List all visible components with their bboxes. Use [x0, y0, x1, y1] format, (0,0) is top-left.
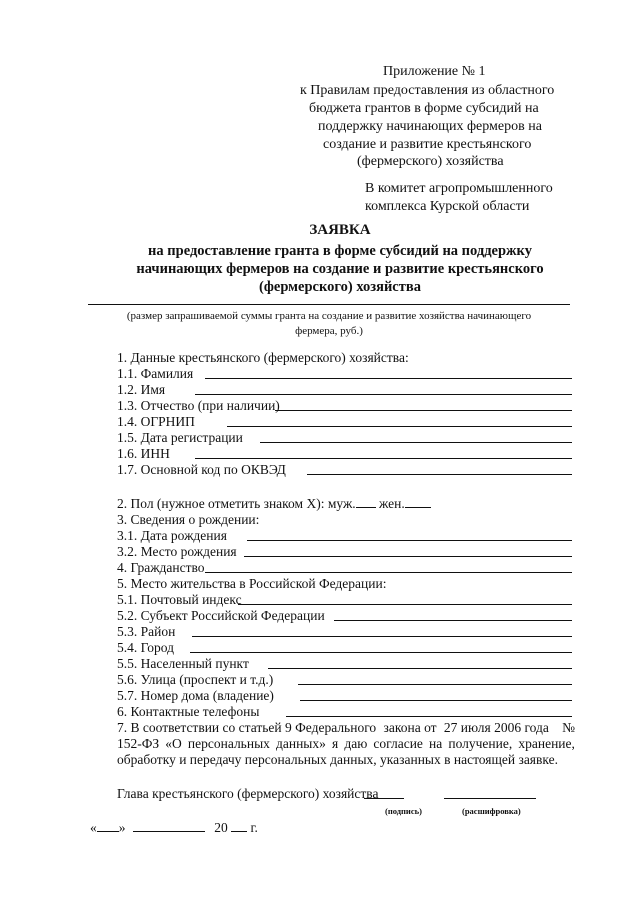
amount-caption: фермера, руб.) — [295, 325, 363, 337]
region-input-line[interactable] — [334, 620, 572, 621]
field-label-inn: 1.6. ИНН — [117, 446, 170, 461]
appendix-line: создание и развитие крестьянского — [323, 137, 532, 152]
date-row: « » 20 г. — [90, 820, 258, 835]
addressee-line: В комитет агропромышленного — [365, 181, 553, 196]
house-input-line[interactable] — [300, 700, 572, 701]
surname-input-line[interactable] — [205, 378, 572, 379]
birth-date-input-line[interactable] — [247, 540, 572, 541]
field-label-city: 5.4. Город — [117, 640, 174, 655]
signature-label: Глава крестьянского (фермерского) хозяйства — [117, 786, 379, 801]
field-label-house: 5.7. Номер дома (владение) — [117, 688, 274, 703]
postal-code-input-line[interactable] — [238, 604, 572, 605]
gender-row — [117, 496, 431, 512]
settlement-input-line[interactable] — [268, 668, 572, 669]
okved-input-line[interactable] — [307, 474, 572, 475]
appendix-title: Приложение № 1 — [383, 64, 486, 79]
date-month-input[interactable] — [133, 820, 205, 832]
birth-title: 3. Сведения о рождении: — [117, 512, 260, 527]
gender-label: 2. Пол (нужное отметить знаком Х): муж. — [117, 496, 356, 511]
citizenship-input-line[interactable] — [205, 572, 572, 573]
consent-line-1: 7. В соответствии со статьей 9 Федерального закона от 27 июля 2006 года № — [117, 720, 575, 735]
consent-line-2: 152-ФЗ «О персональных данных» я даю согласие на получение, хранение, — [117, 736, 575, 751]
city-input-line[interactable] — [190, 652, 572, 653]
appendix-line: (фермерского) хозяйства — [357, 154, 504, 169]
date-suffix: г. — [250, 820, 258, 835]
field-label-region: 5.2. Субъект Российской Федерации — [117, 608, 325, 623]
signature-input-line[interactable] — [364, 798, 404, 799]
appendix-line: бюджета грантов в форме субсидий на — [309, 101, 539, 116]
field-label-street: 5.6. Улица (проспект и т.д.) — [117, 672, 274, 687]
phones-input-line[interactable] — [286, 716, 572, 717]
birth-place-input-line[interactable] — [244, 556, 572, 557]
field-label-name: 1.2. Имя — [117, 382, 166, 397]
field-label-okved: 1.7. Основной код по ОКВЭД — [117, 462, 286, 477]
form-subtitle-line: (фермерского) хозяйства — [259, 279, 421, 295]
field-label-birth-date: 3.1. Дата рождения — [117, 528, 227, 543]
patronymic-input-line[interactable] — [275, 410, 572, 411]
signature-caption: (подпись) — [385, 806, 422, 816]
appendix-block — [0, 0, 640, 214]
consent-line-3: обработку и передачу персональных данных, указанных в настоящей заявке. — [117, 752, 558, 767]
appendix-line: поддержку начинающих фермеров на — [318, 119, 542, 134]
signature-decode-caption: (расшифровка) — [462, 806, 521, 816]
form-subtitle-line: на предоставление гранта в форме субсидий на поддержку — [148, 243, 532, 259]
gender-female-label: жен. — [379, 496, 405, 511]
residence-title: 5. Место жительства в Российской Федерации: — [117, 576, 387, 591]
district-input-line[interactable] — [192, 636, 572, 637]
inn-input-line[interactable] — [195, 458, 572, 459]
field-label-district: 5.3. Район — [117, 624, 176, 639]
street-input-line[interactable] — [298, 684, 572, 685]
gender-female-input[interactable] — [405, 496, 431, 508]
form-subtitle-line: начинающих фермеров на создание и развитие крестьянского — [136, 261, 544, 277]
amount-caption: (размер запрашиваемой суммы гранта на создание и развитие хозяйства начинающего — [126, 310, 532, 322]
date-year-prefix: 20 — [214, 820, 228, 835]
field-label-citizenship: 4. Гражданство — [117, 560, 205, 575]
field-label-ogrnip: 1.4. ОГРНИП — [117, 414, 195, 429]
field-label-settlement: 5.5. Населенный пункт — [117, 656, 249, 671]
signature-decode-input-line[interactable] — [444, 798, 536, 799]
amount-input-line[interactable] — [88, 304, 570, 305]
ogrnip-input-line[interactable] — [227, 426, 572, 427]
gender-male-input[interactable] — [356, 496, 376, 508]
field-label-postal-code: 5.1. Почтовый индекс — [117, 592, 242, 607]
field-label-surname: 1.1. Фамилия — [117, 366, 194, 381]
form-title: ЗАЯВКА — [309, 222, 371, 238]
field-label-birth-place: 3.2. Место рождения — [117, 544, 237, 559]
addressee-line: комплекса Курской области — [365, 199, 530, 214]
registration-date-input-line[interactable] — [260, 442, 572, 443]
field-label-phones: 6. Контактные телефоны — [117, 704, 260, 719]
name-input-line[interactable] — [195, 394, 572, 395]
date-day-input[interactable] — [97, 820, 119, 832]
section1-title: 1. Данные крестьянского (фермерского) хозяйства: — [117, 350, 409, 365]
appendix-line: к Правилам предоставления из областного — [300, 83, 555, 98]
field-label-patronymic: 1.3. Отчество (при наличии) — [117, 398, 280, 413]
field-label-registration-date: 1.5. Дата регистрации — [117, 430, 243, 445]
date-year-input[interactable] — [231, 820, 247, 832]
